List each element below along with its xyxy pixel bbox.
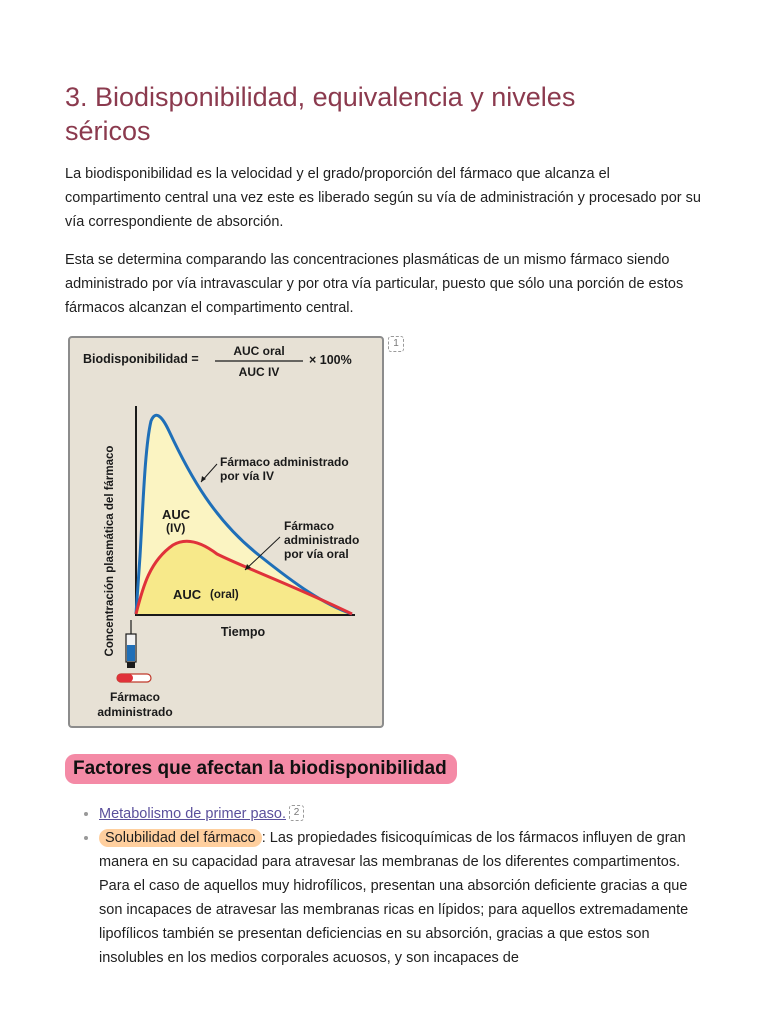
bioavailability-diagram bbox=[65, 336, 395, 731]
formula-lhs: Biodisponibilidad = bbox=[83, 352, 199, 366]
list-item bbox=[99, 826, 705, 970]
iv-label-line2: por vía IV bbox=[220, 469, 275, 483]
capsule-icon bbox=[117, 674, 151, 682]
list-item bbox=[99, 802, 705, 826]
drug-label-line1: Fármaco bbox=[109, 690, 161, 704]
y-axis-label: Concentración plasmática del fármaco bbox=[104, 445, 116, 657]
solubility-text: : Las propiedades fisicoquímicas de los fármacos influyen de gran manera en su capacidad para atravesar las membranas de los diferentes compartimentos. Para el caso de aquellos muy hidrofílicos, presentan una absorción deficiente gracias a que son incapaces de atravesar las membranas ricas en lípidos; para aquellos extremadamente lipofílicos también se presentan deficiencias en su absorción, gracias a que estos son insolubles en los medios corporales acuosos, y son incapaces de bbox=[99, 830, 689, 966]
formula-factor: × 100% bbox=[309, 353, 352, 367]
paragraph-method: Esta se determina comparando las concentraciones plasmáticas de un mismo fármaco siendo administrado por vía intravascular y por otra vía particular, puesto que sólo una porción de estos fármacos alcanzan el compartimento central. bbox=[65, 252, 684, 316]
oral-label-line3: por vía oral bbox=[284, 547, 349, 561]
footnote-2-marker[interactable]: 2 bbox=[289, 805, 304, 821]
auc-iv-label: AUC bbox=[162, 507, 191, 522]
bioavailability-figure bbox=[65, 336, 705, 736]
iv-label-line1: Fármaco administrado bbox=[220, 455, 349, 469]
footnote-1-marker[interactable]: 1 bbox=[388, 336, 404, 352]
solubility-highlight: Solubilidad del fármaco bbox=[99, 829, 262, 847]
section-title-line1: 3. Biodisponibilidad, equivalencia y niveles bbox=[65, 82, 576, 112]
auc-iv-sublabel: (IV) bbox=[166, 521, 186, 535]
article-body bbox=[65, 80, 705, 970]
factors-list bbox=[65, 802, 705, 970]
section-title-line2: séricos bbox=[65, 116, 151, 146]
first-pass-metabolism-link[interactable]: Metabolismo de primer paso. bbox=[99, 806, 286, 822]
auc-oral-sublabel: (oral) bbox=[210, 589, 239, 601]
paragraph-definition: La biodisponibilidad es la velocidad y el grado/proporción del fármaco que alcanza el compartimento central una vez este es liberado según su vía de administración y procesado por su vía correspondiente de absorción. bbox=[65, 166, 701, 230]
oral-label-line2: administrado bbox=[284, 533, 360, 547]
oral-label-line1: Fármaco bbox=[284, 519, 335, 533]
x-axis-label: Tiempo bbox=[220, 625, 266, 639]
factors-heading: Factores que afectan la biodisponibilidad bbox=[65, 754, 457, 784]
formula-numerator: AUC oral bbox=[233, 344, 285, 358]
auc-oral-label: AUC bbox=[173, 587, 202, 602]
formula-denominator: AUC IV bbox=[238, 365, 280, 379]
section-title bbox=[65, 80, 705, 148]
drug-label-line2: administrado bbox=[97, 705, 173, 719]
syringe-icon bbox=[126, 620, 136, 668]
